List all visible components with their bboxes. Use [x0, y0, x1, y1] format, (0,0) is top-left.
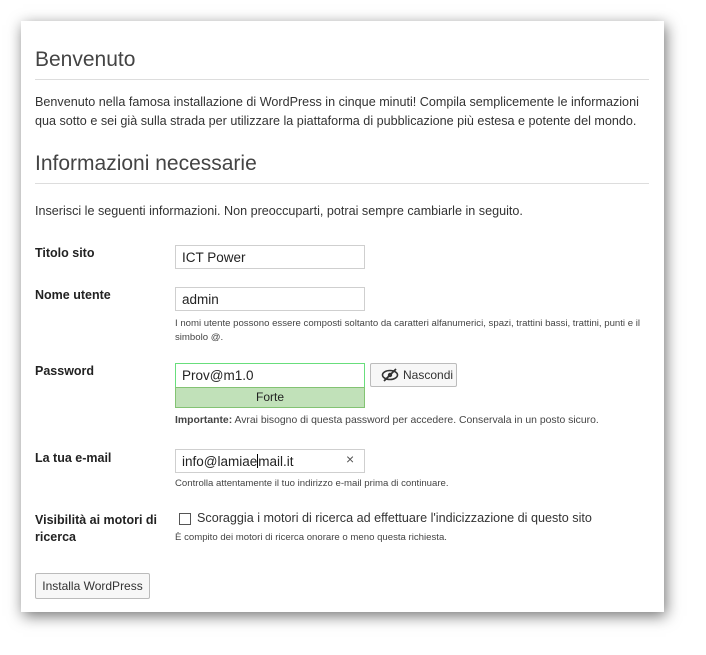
password-label: Password — [35, 364, 95, 378]
welcome-heading: Benvenuto — [35, 48, 136, 71]
welcome-divider — [35, 79, 649, 80]
password-strength-meter: Forte — [175, 387, 365, 408]
username-hint: I nomi utente possono essere composti soltanto da caratteri alfanumerici, spazi, trattini bassi, trattini, punti e il simbolo @. — [175, 318, 640, 343]
welcome-text: Benvenuto nella famosa installazione di WordPress in cinque minuti! Compila semplicemente le informazioni qua sotto e sei già sulla strada per utilizzare la piattaforma di pubblicazione più estesa e potente del mondo. — [35, 95, 639, 128]
visibility-label: Visibilità ai motori di ricerca — [35, 513, 158, 544]
info-heading: Informazioni necessarie — [35, 152, 257, 175]
email-input[interactable] — [175, 449, 365, 473]
password-input[interactable]: Prov@m1.0 — [175, 363, 365, 387]
email-value-start: info@lamiae — [182, 454, 258, 469]
username-label: Nome utente — [35, 288, 111, 302]
username-input[interactable]: admin — [175, 287, 365, 311]
password-note-bold: Importante: — [175, 415, 233, 426]
password-note — [175, 414, 645, 428]
hide-password-label: Nascondi — [403, 368, 454, 382]
hide-password-button[interactable] — [370, 363, 457, 387]
clear-email-icon[interactable]: × — [346, 451, 355, 467]
site-title-label: Titolo sito — [35, 246, 95, 260]
discourage-search-label[interactable]: Scoraggia i motori di ricerca ad effettuare l'indicizzazione di questo sito — [197, 511, 592, 525]
info-intro: Inserisci le seguenti informazioni. Non preoccuparti, potrai sempre cambiarle in seguito. — [35, 204, 523, 218]
install-wordpress-button[interactable]: Installa WordPress — [35, 573, 150, 599]
password-note-text: Avrai bisogno di questa password per accedere. Conservala in un posto sicuro. — [232, 415, 599, 426]
email-hint: Controlla attentamente il tuo indirizzo e-mail prima di continuare. — [175, 478, 449, 489]
site-title-input[interactable]: ICT Power — [175, 245, 365, 269]
email-value-end: mail.it — [258, 454, 294, 469]
visibility-hint: È compito dei motori di ricerca onorare o meno questa richiesta. — [175, 532, 447, 543]
setup-panel — [21, 21, 664, 612]
eye-slash-icon — [381, 368, 399, 385]
info-divider — [35, 183, 649, 184]
discourage-search-checkbox[interactable] — [179, 513, 191, 525]
email-label: La tua e-mail — [35, 451, 112, 465]
